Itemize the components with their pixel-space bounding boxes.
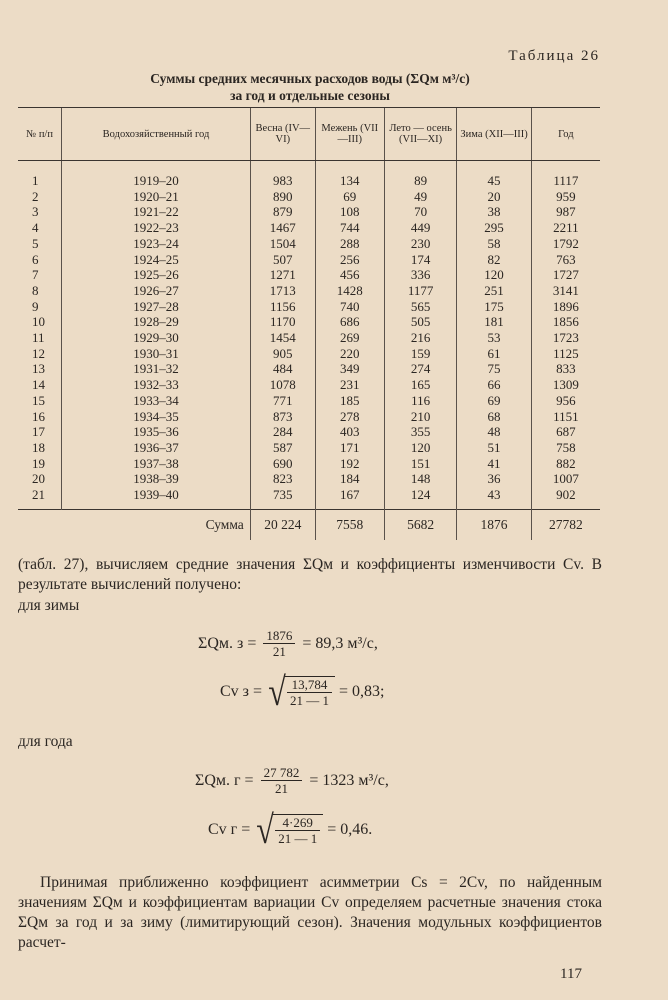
lowwater-value: 231 bbox=[315, 377, 384, 393]
water-year: 1924–25 bbox=[62, 252, 251, 268]
table-row bbox=[18, 252, 600, 268]
annual-value: 882 bbox=[531, 456, 600, 472]
winter-value: 120 bbox=[457, 267, 531, 283]
row-number: 20 bbox=[32, 471, 45, 487]
annual-value: 1309 bbox=[531, 377, 600, 393]
table-row bbox=[18, 456, 600, 472]
lowwater-value: 220 bbox=[315, 346, 384, 362]
spring-value: 1271 bbox=[250, 267, 315, 283]
sum-lowwater-value: 7558 bbox=[315, 509, 384, 540]
lowwater-value: 456 bbox=[315, 267, 384, 283]
lowwater-value: 403 bbox=[315, 424, 384, 440]
annual-value: 833 bbox=[531, 361, 600, 377]
winter-value: 45 bbox=[457, 161, 531, 189]
table-row bbox=[18, 314, 600, 330]
annual-value: 1125 bbox=[531, 346, 600, 362]
row-number: 19 bbox=[32, 455, 45, 471]
label-year: для года bbox=[18, 733, 73, 750]
lowwater-value: 349 bbox=[315, 361, 384, 377]
formula-year-cv bbox=[208, 807, 373, 852]
summer-autumn-value: 216 bbox=[384, 330, 457, 346]
col-header-summer-autumn: Лето — осень (VII—XI) bbox=[384, 108, 457, 161]
spring-value: 1156 bbox=[250, 299, 315, 315]
annual-value: 1792 bbox=[531, 236, 600, 252]
row-number: 6 bbox=[32, 251, 39, 267]
winter-value: 53 bbox=[457, 330, 531, 346]
lowwater-value: 1428 bbox=[315, 283, 384, 299]
table-row bbox=[18, 204, 600, 220]
winter-value: 20 bbox=[457, 189, 531, 205]
annual-value: 1896 bbox=[531, 299, 600, 315]
formula-year-mean bbox=[195, 765, 389, 796]
row-number: 12 bbox=[32, 345, 45, 361]
lowwater-value: 171 bbox=[315, 440, 384, 456]
spring-value: 771 bbox=[250, 393, 315, 409]
winter-value: 51 bbox=[457, 440, 531, 456]
table-row bbox=[18, 236, 600, 252]
summer-autumn-value: 70 bbox=[384, 204, 457, 220]
summer-autumn-value: 174 bbox=[384, 252, 457, 268]
sum-summer-autumn-value: 5682 bbox=[384, 509, 457, 540]
spring-value: 1454 bbox=[250, 330, 315, 346]
annual-value: 1007 bbox=[531, 471, 600, 487]
winter-value: 251 bbox=[457, 283, 531, 299]
col-header-spring: Весна (IV—VI) bbox=[250, 108, 315, 161]
annual-value: 1117 bbox=[531, 161, 600, 189]
lowwater-value: 288 bbox=[315, 236, 384, 252]
lowwater-value: 686 bbox=[315, 314, 384, 330]
table-row bbox=[18, 299, 600, 315]
row-number: 2 bbox=[32, 188, 39, 204]
formula-rhs: = 89,3 м³/с, bbox=[302, 634, 378, 652]
annual-value: 758 bbox=[531, 440, 600, 456]
table-row bbox=[18, 424, 600, 440]
numerator: 1876 bbox=[263, 628, 295, 644]
table-row bbox=[18, 377, 600, 393]
water-year: 1930–31 bbox=[62, 346, 251, 362]
water-year: 1939–40 bbox=[62, 487, 251, 509]
formula-lhs: ΣQм. з = bbox=[198, 634, 257, 652]
annual-value: 902 bbox=[531, 487, 600, 509]
col-header-annual: Год bbox=[531, 108, 600, 161]
table-row bbox=[18, 487, 600, 509]
row-number: 17 bbox=[32, 424, 45, 440]
row-number: 1 bbox=[32, 173, 39, 188]
table-row bbox=[18, 440, 600, 456]
lowwater-value: 185 bbox=[315, 393, 384, 409]
summer-autumn-value: 565 bbox=[384, 299, 457, 315]
sum-winter-value: 1876 bbox=[457, 509, 531, 540]
winter-value: 58 bbox=[457, 236, 531, 252]
col-header-number: № п/п bbox=[18, 108, 62, 161]
water-year: 1922–23 bbox=[62, 220, 251, 236]
table-title bbox=[0, 70, 620, 104]
row-number: 4 bbox=[32, 220, 39, 236]
lowwater-value: 269 bbox=[315, 330, 384, 346]
winter-value: 38 bbox=[457, 204, 531, 220]
row-number: 7 bbox=[32, 267, 39, 283]
spring-value: 983 bbox=[250, 161, 315, 189]
water-year: 1925–26 bbox=[62, 267, 251, 283]
winter-value: 41 bbox=[457, 456, 531, 472]
water-year: 1932–33 bbox=[62, 377, 251, 393]
spring-value: 1504 bbox=[250, 236, 315, 252]
table-row bbox=[18, 161, 600, 189]
numerator: 13,784 bbox=[287, 677, 332, 693]
summer-autumn-value: 89 bbox=[384, 161, 457, 189]
summer-autumn-value: 336 bbox=[384, 267, 457, 283]
spring-value: 1467 bbox=[250, 220, 315, 236]
formula-lhs: Cv з = bbox=[220, 683, 263, 700]
sum-spring-value: 20 224 bbox=[250, 509, 315, 540]
sum-row bbox=[18, 509, 600, 540]
paragraph-2: Принимая приближенно коэффициент асимметрии Cs = 2Cv, по найденным значениям ΣQм и коэффициентам вариации Cv определяем расчетные значения стока ΣQм за год и за зиму (лимитирующий сезон). Значения модульных коэффициентов расчет- bbox=[18, 874, 602, 951]
annual-value: 687 bbox=[531, 424, 600, 440]
annual-value: 1151 bbox=[531, 409, 600, 425]
summer-autumn-value: 120 bbox=[384, 440, 457, 456]
summer-autumn-value: 124 bbox=[384, 487, 457, 509]
winter-value: 43 bbox=[457, 487, 531, 509]
sum-annual-value: 27782 bbox=[531, 509, 600, 540]
row-number: 5 bbox=[32, 235, 39, 251]
spring-value: 587 bbox=[250, 440, 315, 456]
water-year: 1931–32 bbox=[62, 361, 251, 377]
water-year: 1936–37 bbox=[62, 440, 251, 456]
water-year: 1938–39 bbox=[62, 471, 251, 487]
spring-value: 1170 bbox=[250, 314, 315, 330]
spring-value: 879 bbox=[250, 204, 315, 220]
formula-lhs: Cv г = bbox=[208, 821, 251, 838]
annual-value: 959 bbox=[531, 189, 600, 205]
row-number: 15 bbox=[32, 392, 45, 408]
winter-value: 68 bbox=[457, 409, 531, 425]
table-row bbox=[18, 393, 600, 409]
spring-value: 905 bbox=[250, 346, 315, 362]
winter-value: 175 bbox=[457, 299, 531, 315]
annual-value: 1727 bbox=[531, 267, 600, 283]
numerator: 27 782 bbox=[261, 765, 303, 781]
winter-value: 181 bbox=[457, 314, 531, 330]
table-row bbox=[18, 220, 600, 236]
lowwater-value: 744 bbox=[315, 220, 384, 236]
fraction bbox=[275, 815, 320, 846]
lowwater-value: 184 bbox=[315, 471, 384, 487]
table-row bbox=[18, 283, 600, 299]
row-number: 14 bbox=[32, 377, 45, 393]
spring-value: 735 bbox=[250, 487, 315, 509]
summer-autumn-value: 148 bbox=[384, 471, 457, 487]
row-number: 3 bbox=[32, 204, 39, 220]
paragraph-1: (табл. 27), вычисляем средние значения ΣQм и коэффициенты изменчивости Cv. В результате вычислений получено: bbox=[18, 556, 602, 593]
winter-value: 69 bbox=[457, 393, 531, 409]
summer-autumn-value: 151 bbox=[384, 456, 457, 472]
table-row bbox=[18, 346, 600, 362]
runoff-table bbox=[18, 107, 600, 540]
winter-value: 66 bbox=[457, 377, 531, 393]
annual-value: 956 bbox=[531, 393, 600, 409]
fraction bbox=[287, 677, 332, 708]
water-year: 1921–22 bbox=[62, 204, 251, 220]
row-number: 11 bbox=[32, 330, 45, 346]
water-year: 1927–28 bbox=[62, 299, 251, 315]
summer-autumn-value: 505 bbox=[384, 314, 457, 330]
annual-value: 987 bbox=[531, 204, 600, 220]
page-number: 117 bbox=[560, 966, 582, 982]
annual-value: 1856 bbox=[531, 314, 600, 330]
denominator: 21 — 1 bbox=[289, 693, 329, 708]
formula-rhs: = 1323 м³/с, bbox=[309, 771, 389, 789]
summer-autumn-value: 230 bbox=[384, 236, 457, 252]
winter-value: 61 bbox=[457, 346, 531, 362]
row-number: 18 bbox=[32, 439, 45, 455]
table-label: Таблица 26 bbox=[508, 48, 600, 64]
annual-value: 3141 bbox=[531, 283, 600, 299]
annual-value: 2211 bbox=[531, 220, 600, 236]
col-header-year: Водохозяйственный год bbox=[62, 108, 251, 161]
spring-value: 1078 bbox=[250, 377, 315, 393]
row-number: 8 bbox=[32, 282, 39, 298]
denominator: 21 bbox=[274, 781, 288, 796]
row-number: 13 bbox=[32, 361, 45, 377]
summer-autumn-value: 355 bbox=[384, 424, 457, 440]
row-number: 10 bbox=[32, 314, 45, 330]
table-row bbox=[18, 189, 600, 205]
row-number: 16 bbox=[32, 408, 45, 424]
label-winter: для зимы bbox=[18, 597, 80, 614]
formula-rhs: = 0,46. bbox=[327, 821, 373, 838]
row-number: 21 bbox=[32, 487, 45, 503]
lowwater-value: 167 bbox=[315, 487, 384, 509]
summer-autumn-value: 1177 bbox=[384, 283, 457, 299]
sum-empty-cell bbox=[18, 509, 62, 540]
water-year: 1937–38 bbox=[62, 456, 251, 472]
denominator: 21 bbox=[272, 644, 286, 659]
lowwater-value: 278 bbox=[315, 409, 384, 425]
water-year: 1923–24 bbox=[62, 236, 251, 252]
fraction bbox=[261, 765, 303, 796]
winter-value: 82 bbox=[457, 252, 531, 268]
winter-value: 48 bbox=[457, 424, 531, 440]
lowwater-value: 108 bbox=[315, 204, 384, 220]
table-header-row bbox=[18, 108, 600, 161]
spring-value: 823 bbox=[250, 471, 315, 487]
water-year: 1919–20 bbox=[62, 161, 251, 189]
spring-value: 507 bbox=[250, 252, 315, 268]
table-row bbox=[18, 471, 600, 487]
fraction bbox=[263, 628, 295, 659]
formula-lhs: ΣQм. г = bbox=[195, 771, 254, 789]
col-header-winter: Зима (XII—III) bbox=[457, 108, 531, 161]
col-header-lowwater: Межень (VII—III) bbox=[315, 108, 384, 161]
water-year: 1934–35 bbox=[62, 409, 251, 425]
square-root bbox=[266, 669, 335, 714]
winter-value: 75 bbox=[457, 361, 531, 377]
water-year: 1928–29 bbox=[62, 314, 251, 330]
lowwater-value: 134 bbox=[315, 161, 384, 189]
radical-sign: √ bbox=[268, 669, 286, 714]
table-row bbox=[18, 361, 600, 377]
winter-value: 295 bbox=[457, 220, 531, 236]
water-year: 1929–30 bbox=[62, 330, 251, 346]
spring-value: 484 bbox=[250, 361, 315, 377]
spring-value: 890 bbox=[250, 189, 315, 205]
formula-winter-cv bbox=[220, 669, 385, 714]
water-year: 1920–21 bbox=[62, 189, 251, 205]
table-body bbox=[18, 161, 600, 540]
table-title-line2: за год и отдельные сезоны bbox=[230, 88, 390, 103]
lowwater-value: 69 bbox=[315, 189, 384, 205]
annual-value: 1723 bbox=[531, 330, 600, 346]
row-number: 9 bbox=[32, 298, 39, 314]
denominator: 21 — 1 bbox=[278, 831, 318, 846]
summer-autumn-value: 116 bbox=[384, 393, 457, 409]
spring-value: 690 bbox=[250, 456, 315, 472]
table-row bbox=[18, 409, 600, 425]
water-year: 1933–34 bbox=[62, 393, 251, 409]
water-year: 1935–36 bbox=[62, 424, 251, 440]
lowwater-value: 256 bbox=[315, 252, 384, 268]
table-row bbox=[18, 330, 600, 346]
winter-value: 36 bbox=[457, 471, 531, 487]
summer-autumn-value: 49 bbox=[384, 189, 457, 205]
square-root bbox=[254, 807, 323, 852]
table-row bbox=[18, 267, 600, 283]
summer-autumn-value: 274 bbox=[384, 361, 457, 377]
lowwater-value: 192 bbox=[315, 456, 384, 472]
lowwater-value: 740 bbox=[315, 299, 384, 315]
annual-value: 763 bbox=[531, 252, 600, 268]
spring-value: 1713 bbox=[250, 283, 315, 299]
formula-winter-mean bbox=[198, 628, 378, 659]
radical-sign: √ bbox=[256, 807, 275, 852]
summer-autumn-value: 165 bbox=[384, 377, 457, 393]
summer-autumn-value: 449 bbox=[384, 220, 457, 236]
formula-rhs: = 0,83; bbox=[338, 683, 385, 700]
spring-value: 873 bbox=[250, 409, 315, 425]
summer-autumn-value: 159 bbox=[384, 346, 457, 362]
numerator: 4·269 bbox=[275, 815, 320, 831]
table-title-line1: Суммы средних месячных расходов воды (ΣQм м³/с) bbox=[150, 71, 470, 86]
water-year: 1926–27 bbox=[62, 283, 251, 299]
spring-value: 284 bbox=[250, 424, 315, 440]
summer-autumn-value: 210 bbox=[384, 409, 457, 425]
sum-label: Сумма bbox=[62, 509, 251, 540]
